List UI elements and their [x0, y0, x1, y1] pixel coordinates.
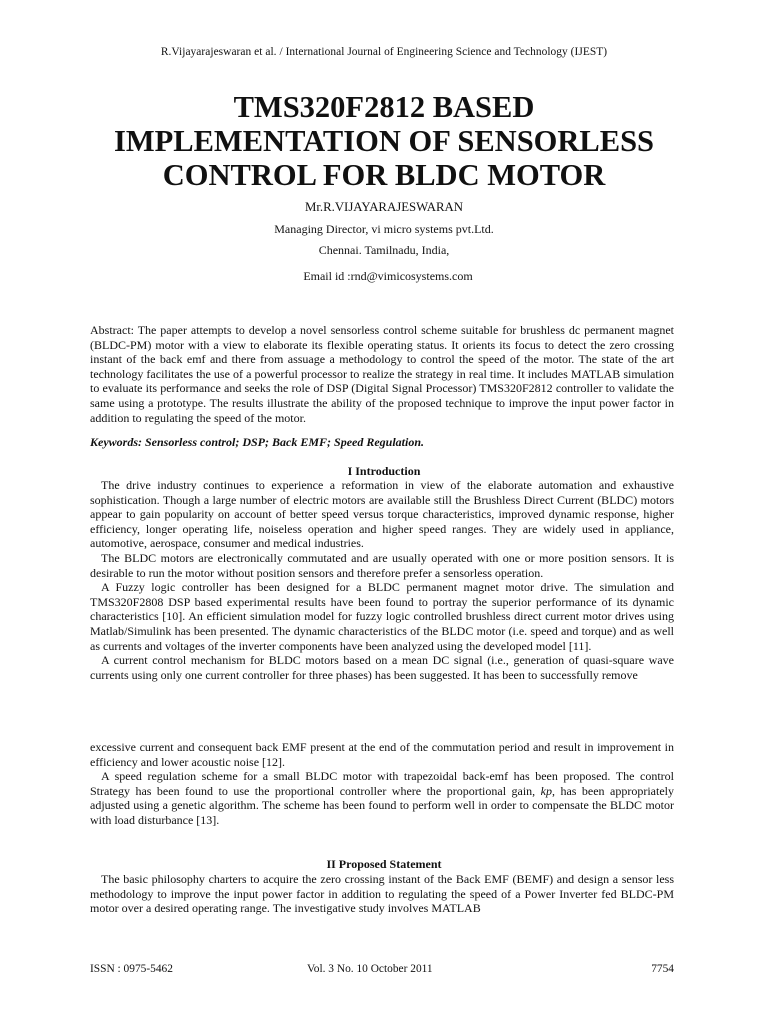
kp-symbol: kp: [540, 783, 552, 798]
paper-title: [84, 90, 684, 192]
author-email: Email id :rnd@vimicosystems.com: [303, 269, 473, 283]
intro-paragraph-1: The drive industry continues to experience a reformation in view of the elaborate automation and exhaustive sophistication. Though a large number of electric motors are available still the Brushless Direct Current (BLDC) motors appear to gain popularity on account of better speed versus torque characteristics, improved dynamic response, higher efficiency, longer operating life, noiseless operation and higher speed ranges. They are widely used in appliance, automotive, aerospace, consumer and medical industries.: [90, 478, 674, 551]
intro-p6-text-a: A speed regulation scheme for a small BLDC motor with trapezoidal back-emf has been proposed. The control Strategy has been found to use the proportional controller where the proportional gain,: [90, 769, 674, 798]
section-heading-proposed-statement: II Proposed Statement: [326, 857, 442, 871]
title-line-1: TMS320F2812 BASED: [233, 90, 535, 124]
proposed-paragraph-1: The basic philosophy charters to acquire the zero crossing instant of the Back EMF (BEMF) and design a sensor less methodology to improve the input power factor in addition to regulating the speed of a Power Inverter fed BLDC-PM motor over a desired operating range. The investigative study involves MATLAB: [90, 872, 674, 916]
intro-paragraph-3: A Fuzzy logic controller has been designed for a BLDC permanent magnet motor drive. The simulation and TMS320F2808 DSP based experimental results have been found to portray the superior performance of its dynamic characteristics [10]. An efficient simulation model for fuzzy logic controlled brushless direct current motor drives using Matlab/Simulink has been presented. The dynamic characteristics of the BLDC motor (i.e. speed and torque) and as well as currents and voltages of the inverter components have been analyzed using the developed model [11].: [90, 580, 674, 653]
title-line-3: CONTROL FOR BLDC MOTOR: [162, 158, 606, 192]
running-header: R.Vijayarajeswaran et al. / International Journal of Engineering Science and Technology (IJEST): [160, 46, 608, 58]
title-line-2: IMPLEMENTATION OF SENSORLESS: [113, 124, 655, 158]
intro-p6-text-b: , has been appropriately adjusted using a genetic algorithm. The scheme has been found to perform well in order to compensate the BLDC motor with load disturbance [13].: [90, 783, 674, 827]
intro-paragraph-2: The BLDC motors are electronically commutated and are usually operated with one or more position sensors. It is desirable to run the motor without position sensors and therefore prefer a sensorless operation.: [90, 550, 674, 580]
introduction-body: [90, 478, 674, 682]
proposed-statement-body: [90, 872, 674, 916]
introduction-continued: [90, 740, 674, 828]
section-heading-introduction: I Introduction: [347, 464, 421, 478]
footer-volume: Vol. 3 No. 10 October 2011: [307, 963, 433, 975]
intro-paragraph-4: A current control mechanism for BLDC motors based on a mean DC signal (i.e., generation of quasi-square wave currents using only one current controller for three phases) has been suggested. It has been to successfully remove: [90, 653, 674, 682]
intro-paragraph-5: excessive current and consequent back EMF present at the end of the commutation period and result in improvement in efficiency and lower acoustic noise [12].: [90, 740, 674, 769]
author-name: Mr.R.VIJAYARAJESWARAN: [304, 200, 464, 214]
abstract: [90, 323, 674, 425]
abstract-text: Abstract: The paper attempts to develop a novel sensorless control scheme suitable for brushless dc permanent magnet (BLDC-PM) motor with a view to elaborate its flexible operating status. It orients its focus to detect the zero crossing instant of the back emf and there from assuage a methodology to control the speed of the motor. The state of the art technology facilitates the use of a powerful processor to realize the strategy in real time. It includes MATLAB simulation to evaluate its performance and seeks the role of DSP (Digital Signal Processor) TMS320F2812 controller to validate the same using a prototype. The results illustrate the ability of the proposed technique to improve the input power factor in addition to regulating the speed of the motor.: [90, 323, 674, 425]
footer-issn: ISSN : 0975-5462: [90, 963, 173, 975]
intro-paragraph-6: [90, 769, 674, 827]
author-position: Managing Director, vi micro systems pvt.Ltd.: [274, 222, 494, 236]
keywords: Keywords: Sensorless control; DSP; Back EMF; Speed Regulation.: [90, 435, 425, 449]
author-location: Chennai. Tamilnadu, India,: [318, 243, 450, 257]
footer-page-number: 7754: [651, 963, 674, 975]
